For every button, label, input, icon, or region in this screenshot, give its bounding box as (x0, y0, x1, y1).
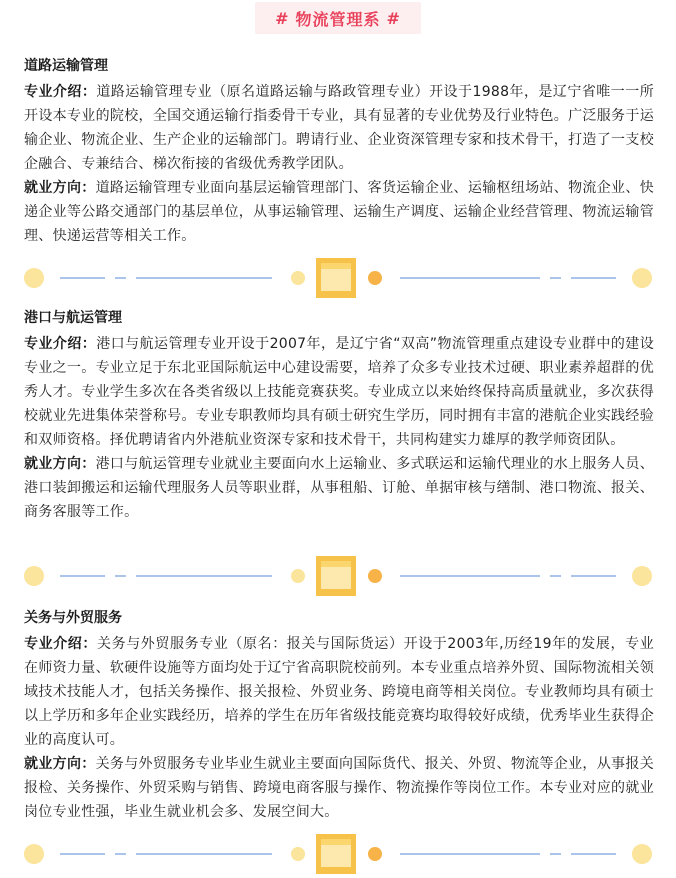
intro-text: 道路运输管理专业（原名道路运输与路政管理专业）开设于1988年，是辽宁省唯一一所开设本专业的院校，全国交通运输行指委骨干专业，具有显著的专业优势及行业特色。广泛服务于运输企业、物流企业、生产企业的运输部门。聘请行业、企业资深管理专家和技术骨干，打造了一支校企融合、专兼结合、梯次衔接的省级优秀教学团队。 (24, 84, 654, 172)
career-paragraph (24, 752, 654, 824)
decorative-divider (0, 254, 676, 302)
intro-label: 专业介绍： (24, 84, 97, 100)
divider-circle-left (24, 844, 44, 864)
decorative-divider (0, 552, 676, 600)
divider-graphic (0, 830, 676, 878)
section-title: 道路运输管理 (24, 58, 108, 74)
career-text: 道路运输管理专业面向基层运输管理部门、客货运输企业、运输枢纽场站、物流企业、快递企业等公路交通部门的基层单位，从事运输管理、运输生产调度、运输企业经营管理、物流运输管理、快递运营等相关工作。 (24, 180, 654, 244)
header-pill (255, 2, 421, 34)
divider-square-shade (321, 839, 351, 845)
divider-circle-left (24, 566, 44, 586)
career-label: 就业方向： (24, 756, 96, 772)
section-customs-trade (24, 608, 654, 824)
intro-text: 关务与外贸服务专业（原名：报关与国际货运）开设于2003年,历经19年的发展，专业在师资力量、软硬件设施等方面均处于辽宁省高职院校前列。本专业重点培养外贸、国际物流相关领域技术技能人才，包括关务操作、报关报检、外贸业务、跨境电商等相关岗位。专业教师均具有硕士以上学历和多年企业实践经历，培养的学生在历年省级技能竞赛均取得较好成绩，优秀毕业生获得企业的高度认可。 (24, 636, 654, 748)
divider-dot-left (291, 569, 305, 583)
intro-text: 港口与航运管理专业开设于2007年，是辽宁省“双高”物流管理重点建设专业群中的建设专业之一。专业立足于东北亚国际航运中心建设需要，培养了众多专业技术过硬、职业素养超群的优秀人才。专业学生多次在各类省级以上技能竞赛获奖。专业成立以来始终保持高质量就业，多次获得校就业先进集体荣誉称号。专业专职教师均具有硕士研究生学历，同时拥有丰富的港航企业实践经验和双师资格。择优聘请省内外港航业资深专家和技术骨干，共同构建实力雄厚的教学师资团队。 (24, 336, 655, 448)
intro-label: 专业介绍： (24, 336, 97, 352)
intro-paragraph (24, 632, 654, 752)
section-road-transport (24, 56, 654, 248)
header-hash-right: # (386, 8, 401, 28)
divider-dot-right (368, 271, 382, 285)
divider-dot-left (291, 847, 305, 861)
header-hash-left: # (275, 8, 290, 28)
divider-graphic (0, 552, 676, 600)
divider-square-shade (321, 561, 351, 567)
divider-square-shade (321, 263, 351, 269)
divider-dot-left (291, 271, 305, 285)
divider-dot-right (368, 569, 382, 583)
intro-paragraph (24, 80, 654, 176)
decorative-divider (0, 830, 676, 878)
department-title: 物流管理系 (295, 9, 381, 29)
career-label: 就业方向： (24, 180, 96, 196)
career-paragraph (24, 176, 654, 248)
divider-circle-right (632, 566, 652, 586)
divider-circle-right (632, 844, 652, 864)
career-paragraph (24, 452, 654, 524)
divider-graphic (0, 254, 676, 302)
divider-circle-left (24, 268, 44, 288)
career-text: 关务与外贸服务专业毕业生就业主要面向国际货代、报关、外贸、物流等企业，从事报关报检、关务操作、外贸采购与销售、跨境电商客服与操作、物流操作等岗位工作。本专业对应的就业岗位专业性强，毕业生就业机会多、发展空间大。 (24, 756, 654, 820)
section-port-shipping (24, 308, 654, 524)
divider-dot-right (368, 847, 382, 861)
career-label: 就业方向： (24, 456, 96, 472)
divider-circle-right (632, 268, 652, 288)
section-title: 港口与航运管理 (24, 310, 122, 326)
intro-label: 专业介绍： (24, 636, 97, 652)
section-title: 关务与外贸服务 (24, 610, 122, 626)
intro-paragraph (24, 332, 654, 452)
career-text: 港口与航运管理专业就业主要面向水上运输业、多式联运和运输代理业的水上服务人员、港口装卸搬运和运输代理服务人员等职业群，从事租船、订舱、单据审核与缮制、港口物流、报关、商务客服等工作。 (24, 456, 654, 520)
header-bar (0, 0, 676, 40)
